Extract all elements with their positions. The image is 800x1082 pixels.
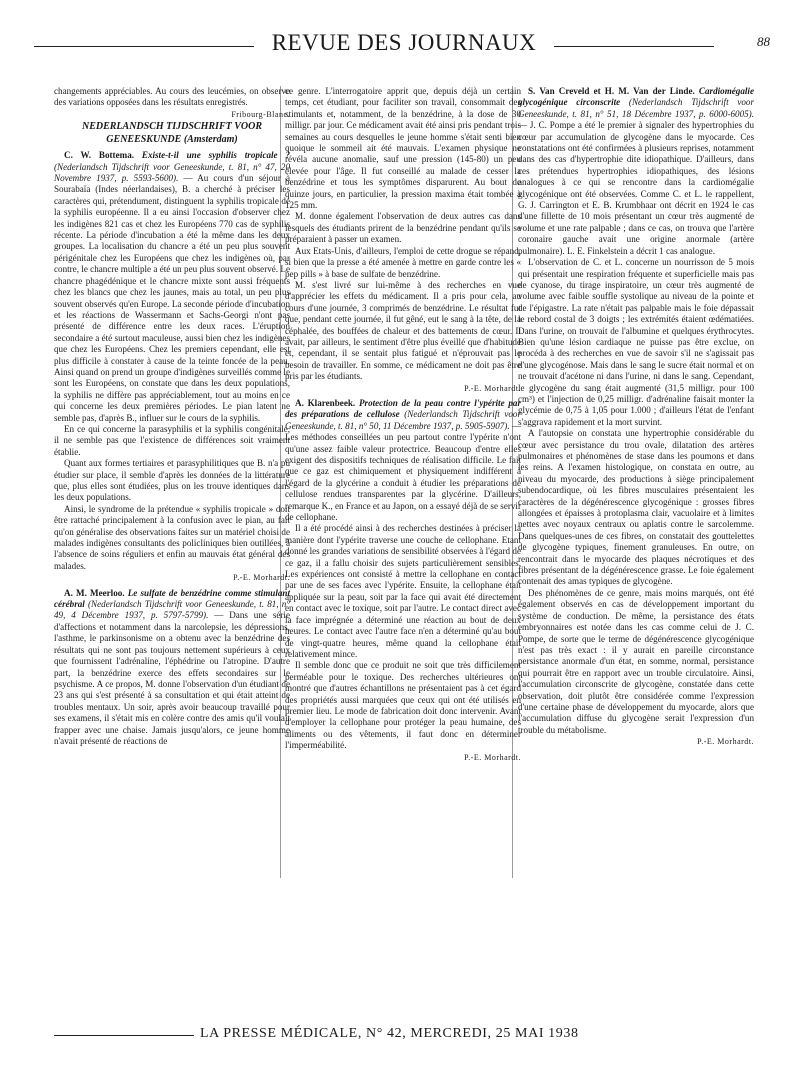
article-paragraph: L'observation de C. et L. concerne un nourrisson de 5 mois qui présentait une respiration fréquente et superficielle mais pas de cyanose, du tirage inspiratoire, un cœur très augmenté de volume avec faible souffle systolique au niveau de la pointe et de l'épigastre. La rate n'était pas palpable mais le foie dépassait le rebord costal de 3 doigts ; les extrémités étaient œdématiées. Dans l'urine, on trouvait de l'albumine et quelques érythrocytes. Bien qu'une lésion cardiaque ne puisse pas être exclue, on procéda à des recherches en vue de savoir s'il ne s'agissait pas d'une glycogénose. Mais dans le sang le sucre était normal et on ne trouvait d'acétone ni dans l'urine, ni dans le sang. Cependant, le glycogène du sang était augmenté (31,5 milligr. pour 100 cm³) et l'injection de 0,25 milligr. d'adrénaline faisait monter la glycémie de 0,75 à 1,05 pour 1.000 ; d'ailleurs l'état de l'enfant s'aggrava rapidement et la mort survint. [518, 257, 754, 427]
column-1 [54, 86, 290, 747]
article-body: — Les méthodes conseillées un peu partout contre l'ypérite n'ont qu'une assez faible valeur protectrice. Beaucoup d'entre elles exigent des dispositifs techniques de réalisation difficile. Le fait que ce gaz est chimiquement et physiquement indifférent à l'égard de la glycérine a conduit à étudier les préparations de cellulose rendues transparentes par la glycérine. D'ailleurs, remarque K., en France et au Japon, on a essayé déjà de se servir de cellophane. [285, 420, 522, 523]
article-body: — Dans une série d'affections et notamment dans la narcolepsie, les dépressions, l'asthme, le parkinsonisme on a obtenu avec la benzédrine des résultats qui ne sont pas toujours nettement supérieurs à ceux que fournissent l'adrénaline, l'éphédrine ou l'atropine. D'autre part, la benzédrine exerce des effets secondaires sur le psychisme. A ce propos, M. donne l'observation d'un étudiant de 23 ans qui s'est présenté à sa consultation et qui était atteint de troubles mentaux. Un soir, après avoir beaucoup travaillé pour ses examens, il s'était mis en colère contre des amis qu'il voulait frapper avec une chaise. Jamais jusqu'alors, ce jeune homme n'avait présenté de réactions de [54, 610, 290, 746]
article-bottema [54, 150, 290, 583]
signature: P.-E. Morhardt. [697, 737, 754, 747]
article-source: (Nederlandsch Tijdschrift voor Geneeskunde, t. 81, n° 47, 20 Novembre 1937, p. 5593-5600). [54, 161, 290, 184]
signature: Fribourg-Blanc. [231, 109, 290, 119]
article-author: C. W. Bottema. [64, 150, 135, 161]
signature: P.-E. Morhardt. [464, 383, 521, 393]
journal-title: REVUE DES JOURNAUX [271, 30, 537, 55]
article-paragraph: Aux Etats-Unis, d'ailleurs, l'emploi de cette drogue se répand, si bien que la presse a été amenée à mettre en garde contre les « pep pills » à base de sulfate de benzédrine. [285, 245, 521, 279]
article-source: (Nederlandsch Tijdschrift voor Geneeskunde, t. 81, n° 51, 18 Décembre 1937, p. 6000-6005). [518, 97, 754, 119]
article-title: Existe-t-il une syphilis tropicale ? [141, 150, 290, 161]
page-number: 88 [757, 34, 770, 49]
article-paragraph: M. donne également l'observation de deux autres cas dans lesquels des étudiants prirent de la benzédrine pendant qu'ils se préparaient à passer un examen. [285, 211, 521, 245]
article-paragraph: Il a été procédé ainsi à des recherches destinées à préciser la manière dont l'ypérite traverse une couche de cellophane. Etant donné les grandes variations de sensibilité observées à l'égard de ce gaz, il a fallu choisir des sujets particulièrement sensibles. Les expériences ont consisté à mettre la cellophane en contact par une de ses faces avec l'ypérite. Ensuite, la cellophane était appliquée sur la peau, soit par la face qui avait été directement en contact avec le toxique, soit par l'autre. Le contact direct avec la face imprégnée a déterminé une réaction au bout de deux heures. Le contact avec l'autre face n'en a déterminé qu'au bout de vingt-quatre heures, même quand la cellophane était relativement mince. [285, 523, 521, 659]
article-author: A. Klarenbeek. [295, 397, 356, 408]
header-rule-left [34, 46, 254, 47]
article-author: A. M. Meerloo. [64, 587, 125, 598]
article-body: — J. C. Pompe a été le premier à signaler des hypertrophies du cœur par accumulation de glycogène dans le myocarde. Ces constatations ont été confirmées à plusieurs reprises, notamment dans des cas d'hypertrophie dite idiopathique. D'ailleurs, dans ces prétendues hypertrophies idiopathiques, des lésions analogues à ce qui se rencontre dans la cardiomégalie glycogénique ont été observées. Comme C. et L. le rappellent, G. J. Carrington et E. B. Krumbhaar ont décrit en 1924 le cas d'une fillette de 10 mois présentant un cœur très augmenté de volume et une rate palpable ; dans ce cas, on trouva que l'artère coronaire gauche avait une origine anormale (artère pulmonaire). L. E. Finkelstein a décrit 1 cas analogue. [518, 120, 754, 256]
article-source: (Nederlandsch Tijdschrift voor Geneeskunde, t. 81, n° 49, 4 Décembre 1937, p. 5797-5799). [54, 599, 290, 621]
signature: P.-E. Morhardt. [464, 752, 521, 762]
article-paragraph: ce genre. L'interrogatoire apprit que, depuis déjà un certain temps, cet étudiant, pour faciliter son travail, consommait des stimulants et, notamment, de la benzédrine, à la dose de 30 milligr. par jour. Ce médicament avait été ainsi pris pendant trois semaines au cours desquelles le jeune homme s'était senti bien quoique le sommeil ait été mauvais. L'examen physique ne révéla aucune anomalie, sauf une pression (145-80) un peu élevée pour l'âge. Il fut conseillé au malade de cesser la benzédrine et tous les symptômes disparurent. Au bout de quinze jours, en particulier, la pression maxima était tombée à 125 mm. [285, 86, 521, 211]
section-title: NEDERLANDSCH TIJDSCHRIFT VOOR GENEESKUNDE (Amsterdam) [81, 121, 263, 146]
article-paragraph: Il semble donc que ce produit ne soit que très difficilement perméable pour le toxique. Des recherches ultérieures ont montré que d'autres échantillons ne présentaient pas à cet égard des propriétés aussi marquées que ceux qui ont été utilisés en premier lieu. Le mode de fabrication doit donc intervenir. Avant d'employer la cellophane pour protéger la peau humaine, des aliments ou des vêtements, il faut donc en déterminer l'imperméabilité. [285, 660, 521, 751]
header-rule-right [554, 46, 714, 47]
article-title: Cardiomégalie glycogénique circonscrite [518, 86, 754, 108]
article-van-creveld [518, 86, 754, 748]
article-body: — Au cours d'un séjour à Sourabaïa (Indes néerlandaises), B. a cherché à préciser les caractères qui, prétendument, distinguent la syphilis tropicale de la syphilis européenne. Il a eu ainsi l'occasion d'observer chez les indigènes 821 cas et chez les Européens 770 cas de syphilis récente. La période d'incubation a été la même dans les deux groupes. La localisation du chancre a été un peu plus souvent périgénitale chez les Européens que chez les indigènes où, par contre, le chancre multiple a été un peu plus souvent observé. Le chancre phagédénique et le chancre mixte sont aussi fréquents chez les blancs que chez les jaunes, mais au total, un peu plus souvent observés qu'en Europe. La seconde période d'incubation et les réactions de Wassermann et Sachs-Georgi n'ont pas présenté de différence entre les deux races. L'éruption secondaire a été surtout maculeuse, aussi bien chez les indigènes que chez les Européens. Chez les premiers cependant, elle est plus difficile à constater à cause de la teinte foncée de la peau. Ainsi quand on prend un groupe d'indigènes surveillés comme le sont les Européens, on constate que dans les deux populations, la syphilis ne diffère pas appréciablement, tout au moins en ce qui concerne les deux premières périodes. Le pian latent ne semble pas, d'après B., influer sur le cours de la syphilis. [54, 173, 291, 423]
article-source: (Nederlandsch Tijdschrift voor Geneeskunde, t. 81, n° 50, 11 Décembre 1937, p. 5905-5907). [285, 409, 522, 431]
article-paragraph: Quant aux formes tertiaires et parasyphilitiques que B. n'a pu étudier sur place, il semble d'après les données de la littérature que, plus elles sont étudiées, plus on les trouve identiques dans les deux populations. [54, 458, 290, 503]
signature: P.-E. Morhardt. [233, 573, 290, 583]
article-paragraph: Ainsi, le syndrome de la prétendue « syphilis tropicale » doit être rattaché principalement à la confusion avec le pian, au fait qu'on généralise des observations faites sur un matériel choisi de malades indigènes consultants des policliniques bien outillées, à l'absence de soins réguliers et enfin au mauvais état général des malades. [54, 503, 290, 571]
article-paragraph: Des phénomènes de ce genre, mais moins marqués, ont été également observés en cas de développement important du système de conduction. De même, la persistance des états embryonnaires est notée dans les cas comme celui de J. C. Pompe, de sorte que le terme de dégénérescence glycogénique n'est pas très exact : il y aurait en pareille circonstance persistance anormale d'un état, en somme, normal, persistance qui pourrait être en rapport avec un trouble circulatoire. Ainsi, l'accumulation circonscrite de glycogène, constatée dans cette observation, doit plutôt être considérée comme l'expression d'une certaine phase de développement du myocarde, alors que l'accumulation diffuse du glycogène serait l'expression d'un trouble du métabolisme. [518, 587, 754, 735]
page-footer [54, 1026, 754, 1050]
article-paragraph: M. s'est livré sur lui-même à des recherches en vue d'apprécier les effets du médicament. Il a pris pour cela, au cours d'une journée, 3 comprimés de benzédrine. Le résultat fut que, pendant cette journée, il fut gêné, eut le sang à la tête, de la céphalée, des bouffées de chaleur et des battements de cœur. Il avait, par ailleurs, le sentiment d'être plus éveillé que d'habitude et, cependant, il se sentait plus fatigué et n'éprouvait pas le besoin de travailler. En somme, ce médicament ne doit pas être pris par les étudiants. [285, 279, 521, 382]
page-header [34, 30, 770, 60]
intro-text: changements appréciables. Au cours des leucémies, on observe des variations opposées dans les résultats enregistrés. [54, 86, 290, 108]
article-paragraph: En ce qui concerne la parasyphilis et la syphilis congénitale, il ne semble pas que l'existence de différences soit vraiment établie. [54, 423, 290, 457]
article-author: S. Van Creveld et H. M. Van der Linde. [528, 86, 695, 96]
publication-line: LA PRESSE MÉDICALE, N° 42, MERCREDI, 25 MAI 1938 [200, 1026, 579, 1041]
article-title: Le sulfate de benzédrine comme stimulant cérébral [54, 587, 290, 610]
article-meerloo [54, 588, 290, 748]
column-2 [285, 86, 521, 763]
column-3 [518, 86, 754, 748]
article-paragraph: A l'autopsie on constata une hypertrophie considérable du cœur avec persistance du trou ovale, dilatation des artères pulmonaires et phénomènes de stase dans les poumons et dans les reins. A l'examen histologique, on constata en outre, au niveau du myocarde, des productions à siège principalement subendocardique, où les fibres musculaires présentaient les caractères de la dégénérescence glycogénique : grosses fibres allongées et épaisses à protoplasma clair, vacuolaire et à limites nettes avec noyaux centraux ou aplatis contre le sarcolemme. Dans quelques-unes de ces fibres, on constatait des gouttelettes de glycogène typiques, finement granuleuses. En outre, on rencontrait dans le myocarde des plaques nécrotiques et des fibres présentant de la dégénérescence grasse. Le foie également contenait des amas typiques de glycogène. [518, 428, 754, 587]
footer-rule [54, 1035, 194, 1036]
article-title: Protection de la peau contre l'ypérite par des préparations de cellulose [285, 397, 522, 420]
article-klarenbeek [285, 398, 521, 763]
